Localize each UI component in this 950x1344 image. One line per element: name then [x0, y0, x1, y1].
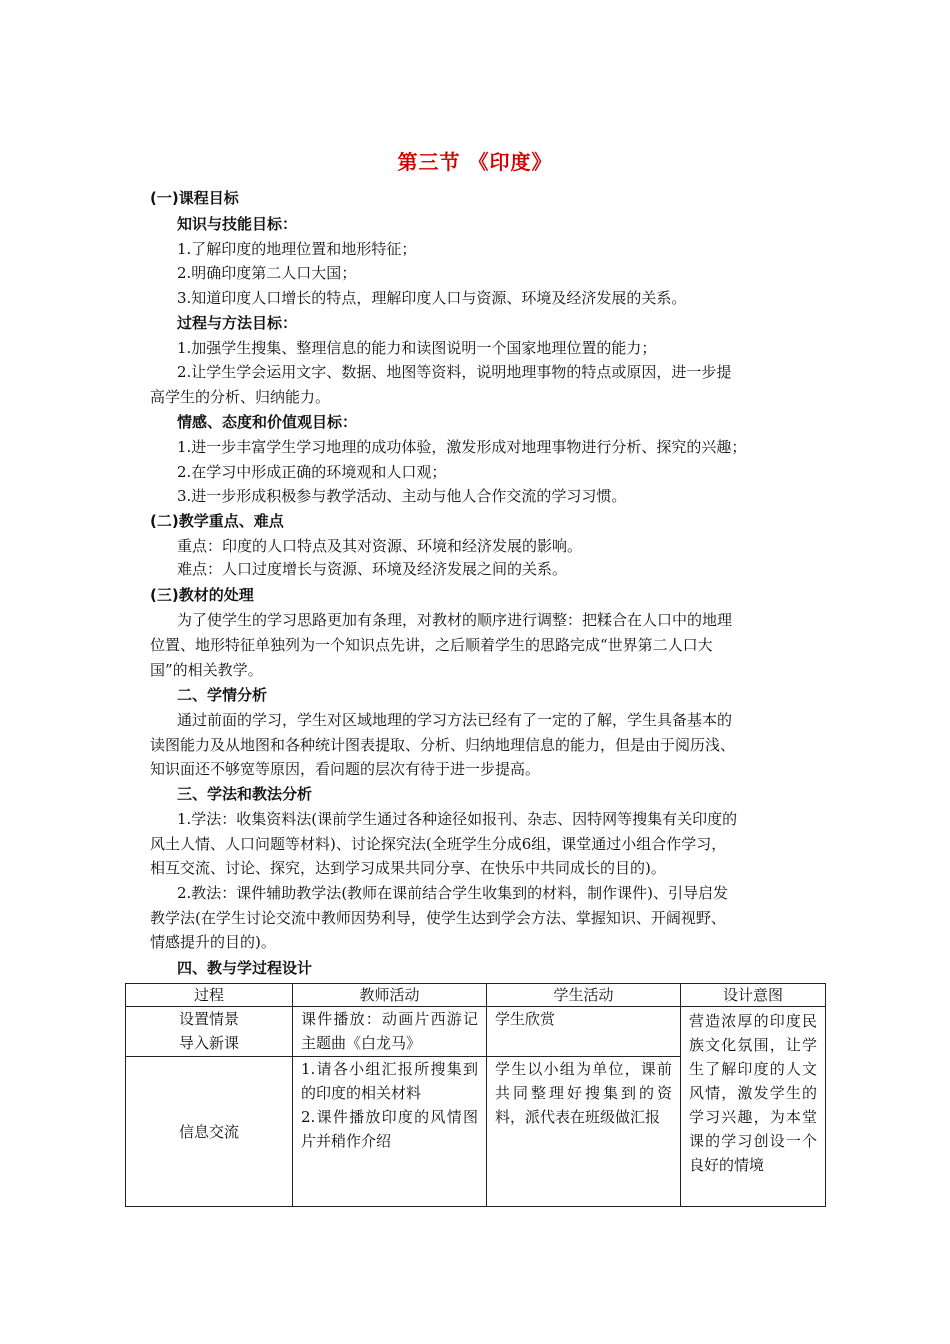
- text-line: 3.进一步形成积极参与教学活动、主动与他人合作交流的学习习惯。: [177, 487, 627, 505]
- text-line: 高学生的分析、归纳能力。: [150, 388, 331, 406]
- cell-line: 1.请各小组汇报所搜集到的印度的相关材料: [301, 1060, 478, 1102]
- text-line: 相互交流、讨论、探究，达到学习成果共同分享、在快乐中共同成长的目的)。: [150, 859, 666, 877]
- text-line: 知识面还不够宽等原因，看问题的层次有待于进一步提高。: [150, 760, 541, 778]
- section-heading-objectives: (一)课程目标: [150, 189, 239, 207]
- text-line: 1.学法：收集资料法(课前学生通过各种途径如报刊、杂志、因特网等搜集有关印度的: [177, 810, 738, 828]
- section-heading-key-points: (二)教学重点、难点: [150, 512, 284, 530]
- page-title: 第三节 《印度》: [397, 150, 553, 174]
- table-header-cell: 设计意图: [681, 984, 826, 1007]
- text-line: 情感提升的目的)。: [150, 933, 276, 951]
- text-line: 风土人情、人口问题等材料)、讨论探究法(全班学生分成6组，课堂通过小组合作学习，: [150, 835, 727, 853]
- section-heading-methods: 三、学法和教法分析: [177, 785, 313, 803]
- subheading-knowledge-skills: 知识与技能目标：: [177, 215, 298, 233]
- text-line: 难点：人口过度增长与资源、环境及经济发展之间的关系。: [177, 560, 568, 578]
- table-cell-process: [126, 1007, 293, 1057]
- section-heading-process-design: 四、教与学过程设计: [177, 959, 313, 977]
- text-line: 国”的相关教学。: [150, 661, 263, 679]
- table-header-cell: 过程: [126, 984, 293, 1007]
- text-line: 2.让学生学会运用文字、数据、地图等资料，说明地理事物的特点或原因，进一步提: [177, 363, 732, 381]
- table-cell-intent: 营造浓厚的印度民族文化氛围，让学生了解印度的人文风情，激发学生的学习兴趣，为本堂课的学习创设一个良好的情境: [681, 1007, 826, 1207]
- text-line: 1.进一步丰富学生学习地理的成功体验，激发形成对地理事物进行分析、探究的兴趣；: [177, 438, 747, 456]
- text-line: 位置、地形特征单独列为一个知识点先讲，之后顺着学生的思路完成“世界第二人口大: [150, 636, 713, 654]
- text-line: 重点：印度的人口特点及其对资源、环境和经济发展的影响。: [177, 537, 583, 555]
- text-line: 为了使学生的学习思路更加有条理，对教材的顺序进行调整：把糅合在人口中的地理: [177, 611, 733, 629]
- table-header-cell: 教师活动: [293, 984, 487, 1007]
- process-design-table: [125, 983, 826, 1207]
- text-line: 2.教法：课件辅助教学法(教师在课前结合学生收集到的材料，制作课件)、引导启发: [177, 884, 729, 902]
- text-line: 教学法(在学生讨论交流中教师因势利导，使学生达到学会方法、掌握知识、开阔视野、: [150, 909, 726, 927]
- section-heading-materials: (三)教材的处理: [150, 586, 254, 604]
- table-cell-teacher: [293, 1057, 487, 1207]
- text-line: 1.了解印度的地理位置和地形特征；: [177, 240, 417, 258]
- table-header-row: [126, 984, 826, 1007]
- table-row: [126, 1007, 826, 1057]
- subheading-emotion-values: 情感、态度和价值观目标：: [177, 413, 358, 431]
- table-header-cell: 学生活动: [487, 984, 681, 1007]
- text-line: 通过前面的学习，学生对区域地理的学习方法已经有了一定的了解，学生具备基本的: [177, 711, 733, 729]
- text-line: 2.明确印度第二人口大国；: [177, 264, 357, 282]
- cell-line: 2.课件播放印度的风情图片并稍作介绍: [301, 1108, 478, 1150]
- table-cell-student: 学生以小组为单位，课前共同整理好搜集到的资料，派代表在班级做汇报: [487, 1057, 681, 1207]
- section-heading-student-analysis: 二、学情分析: [177, 686, 268, 704]
- text-line: 读图能力及从地图和各种统计图表提取、分析、归纳地理信息的能力，但是由于阅历浅、: [150, 736, 736, 754]
- table-cell-student: 学生欣赏: [487, 1007, 681, 1057]
- text-line: 3.知道印度人口增长的特点，理解印度人口与资源、环境及经济发展的关系。: [177, 289, 687, 307]
- subheading-process-methods: 过程与方法目标：: [177, 314, 298, 332]
- cell-line: 导入新课: [178, 1034, 239, 1052]
- text-line: 1.加强学生搜集、整理信息的能力和读图说明一个国家地理位置的能力；: [177, 339, 657, 357]
- table-cell-teacher: 课件播放：动画片西游记主题曲《白龙马》: [293, 1007, 487, 1057]
- cell-line: 设置情景: [178, 1010, 239, 1028]
- text-line: 2.在学习中形成正确的环境观和人口观；: [177, 463, 447, 481]
- table-cell-process: 信息交流: [126, 1057, 293, 1207]
